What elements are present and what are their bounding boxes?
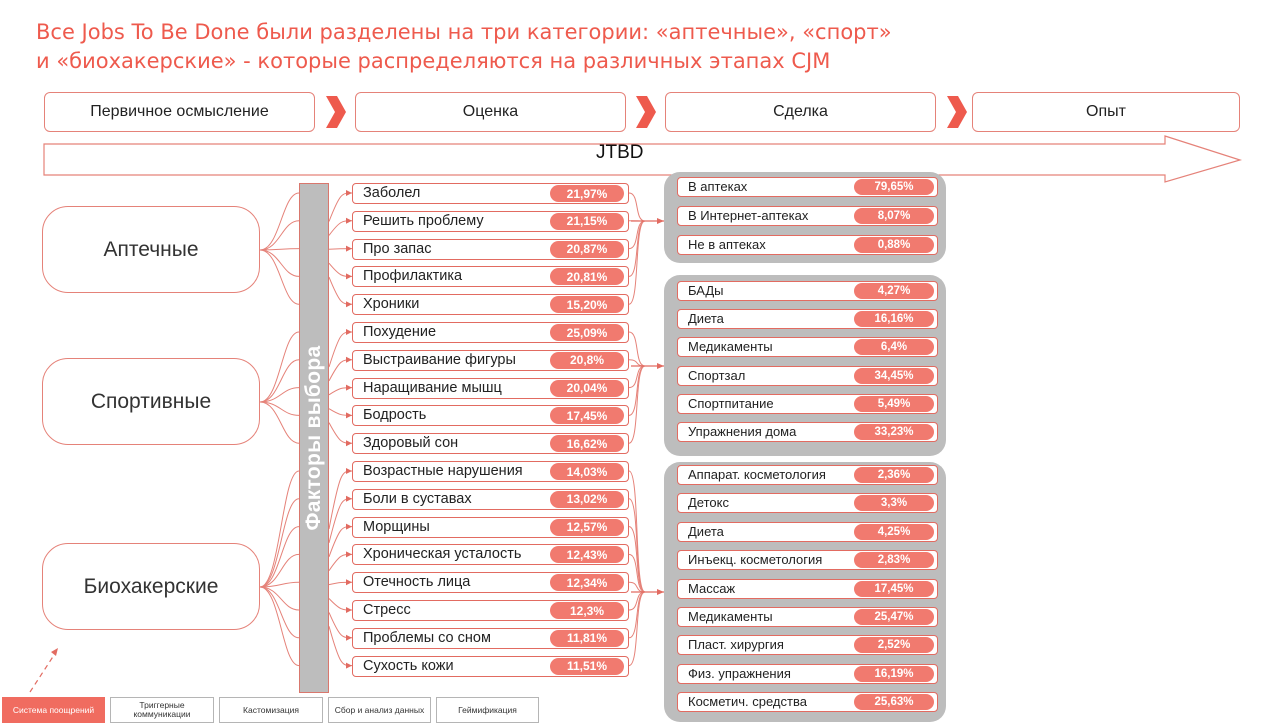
channel-label: Физ. упражнения <box>688 665 791 681</box>
tab-label: Сбор и анализ данных <box>334 704 425 715</box>
channel-label: Диета <box>688 523 724 539</box>
channel-label: Диета <box>688 311 724 327</box>
tab-rewards-system[interactable] <box>2 697 105 723</box>
channel-item <box>677 281 938 301</box>
channel-item <box>677 206 938 226</box>
channel-value-badge: 33,23% <box>854 424 934 440</box>
factor-label: Бодрость <box>363 407 427 424</box>
category-sport <box>42 358 260 445</box>
channel-value-badge: 16,19% <box>854 666 934 682</box>
category-connector <box>260 193 299 250</box>
factor-label: Хроники <box>363 296 420 313</box>
tab-label: Система поощрений <box>12 704 95 715</box>
factor-item <box>352 544 629 565</box>
channel-item <box>677 394 938 414</box>
channel-value-badge: 79,65% <box>854 179 934 195</box>
factor-value-badge: 11,81% <box>550 630 624 647</box>
channel-label: Инъекц. косметология <box>688 552 823 568</box>
tab-customization[interactable] <box>219 697 323 723</box>
channel-label: В аптеках <box>688 179 748 194</box>
factor-item <box>352 600 629 621</box>
stage-label: Сделка <box>773 103 828 120</box>
channel-value-badge: 17,45% <box>854 581 934 597</box>
factor-item <box>352 572 629 593</box>
channel-label: Медикаменты <box>688 339 773 355</box>
channel-value-badge: 16,16% <box>854 311 934 327</box>
factor-item <box>352 461 629 482</box>
channel-label: Медикаменты <box>688 609 773 624</box>
channel-item <box>677 664 938 684</box>
factor-connector <box>329 626 352 665</box>
factor-connector <box>329 554 352 570</box>
channel-connector <box>629 193 645 221</box>
category-pharmacy <box>42 206 260 293</box>
tab-label: Триггерные коммуникации <box>133 700 191 719</box>
channel-label: Спортпитание <box>688 395 774 411</box>
factor-label: Про запас <box>363 240 432 257</box>
channel-label: Пласт. хирургия <box>688 637 784 653</box>
factor-label: Здоровый сон <box>363 435 459 452</box>
factor-value-badge: 20,04% <box>550 380 624 397</box>
channel-item <box>677 465 938 485</box>
factor-value-badge: 15,20% <box>550 296 624 313</box>
channel-connector <box>629 592 645 666</box>
factor-value-badge: 12,3% <box>550 602 624 619</box>
factor-label: Выстраивание фигуры <box>363 351 516 368</box>
factor-connector <box>329 332 352 367</box>
category-label: Аптечные <box>103 237 199 261</box>
channel-item <box>677 635 938 655</box>
category-label: Спортивные <box>90 389 212 413</box>
channel-value-badge: 4,27% <box>854 283 934 299</box>
factor-value-badge: 12,57% <box>550 519 624 536</box>
factor-label: Похудение <box>363 324 437 340</box>
channel-value-badge: 2,83% <box>854 552 934 568</box>
channel-value-badge: 25,63% <box>854 694 934 710</box>
tab-label: Геймификация <box>458 704 517 715</box>
factor-connector <box>329 499 352 543</box>
factor-label: Профилактика <box>363 268 463 285</box>
factor-connector <box>329 360 352 381</box>
factor-item <box>352 378 629 399</box>
title-line-2: и «биохакерские» - которые распределяются на различных этапах CJM <box>36 49 831 73</box>
factor-item <box>352 322 629 343</box>
channel-label: Аппарат. косметология <box>688 467 826 482</box>
tab-gamification[interactable] <box>436 697 539 723</box>
stage-label: Оценка <box>462 103 519 120</box>
category-connector <box>260 587 299 638</box>
factor-item <box>352 211 629 232</box>
title-line-1: Все Jobs To Be Done были разделены на три категории: «аптечные», «спорт» <box>36 20 892 44</box>
stage-label: Первичное осмысление <box>90 103 269 120</box>
channel-item <box>677 493 938 513</box>
factor-value-badge: 20,81% <box>550 268 624 285</box>
tab-label: Кастомизация <box>243 704 299 715</box>
factor-connector <box>329 612 352 637</box>
category-connector <box>260 332 299 402</box>
channel-item <box>677 550 938 570</box>
pointer-arrow-icon <box>51 648 58 656</box>
factor-label: Сухость кожи <box>363 657 454 674</box>
channel-item <box>677 235 938 255</box>
factor-label: Решить проблему <box>363 212 484 229</box>
factor-item <box>352 294 629 315</box>
dashed-pointer <box>30 652 56 692</box>
factor-value-badge: 25,09% <box>550 324 624 341</box>
channel-label: Детокс <box>688 495 729 511</box>
factor-item <box>352 239 629 260</box>
category-connector <box>260 587 299 610</box>
channel-label: Спортзал <box>688 367 746 383</box>
channel-item <box>677 607 938 627</box>
factor-connector <box>329 221 352 236</box>
channel-item <box>677 579 938 599</box>
factor-value-badge: 21,97% <box>550 185 624 202</box>
channel-connector <box>629 499 645 592</box>
factor-value-badge: 13,02% <box>550 491 624 508</box>
channel-value-badge: 4,25% <box>854 524 934 540</box>
factor-value-badge: 14,03% <box>550 463 624 480</box>
channel-connector <box>629 592 645 610</box>
factor-item <box>352 405 629 426</box>
jtbd-label: JTBD <box>596 142 644 163</box>
factor-value-badge: 16,62% <box>550 435 624 452</box>
tab-data-collection[interactable] <box>328 697 431 723</box>
category-connector <box>260 587 299 666</box>
factor-label: Возрастные нарушения <box>363 463 523 479</box>
factor-label: Наращивание мышц <box>363 379 502 396</box>
channel-value-badge: 8,07% <box>854 208 934 224</box>
channel-connector <box>629 366 645 388</box>
factor-item <box>352 489 629 510</box>
channel-item <box>677 337 938 357</box>
factor-item <box>352 628 629 649</box>
factor-connector <box>329 423 352 444</box>
factor-item <box>352 656 629 677</box>
category-connector <box>260 250 299 304</box>
factor-value-badge: 17,45% <box>550 407 624 424</box>
channel-item <box>677 309 938 329</box>
factor-value-badge: 20,8% <box>550 352 624 369</box>
category-connector <box>260 250 299 276</box>
factor-connector <box>329 193 352 222</box>
category-connector <box>260 499 299 587</box>
channel-item <box>677 692 938 712</box>
stage-label: Опыт <box>1086 103 1126 120</box>
factor-item <box>352 433 629 454</box>
factor-value-badge: 21,15% <box>550 213 624 230</box>
channel-value-badge: 2,36% <box>854 467 934 483</box>
channel-connector <box>629 332 645 366</box>
channel-label: В Интернет-аптеках <box>688 208 809 223</box>
channel-label: Косметич. средства <box>688 694 807 710</box>
channel-value-badge: 5,49% <box>854 396 934 412</box>
factor-label: Морщины <box>363 518 430 535</box>
factor-label: Боли в суставах <box>363 490 472 507</box>
channel-item <box>677 177 938 197</box>
channel-item <box>677 422 938 442</box>
factor-item <box>352 266 629 287</box>
channel-value-badge: 34,45% <box>854 368 934 384</box>
category-connector <box>260 402 299 415</box>
channel-label: Массаж <box>688 580 736 596</box>
factors-label: Факторы выбора <box>302 345 325 531</box>
channel-item <box>677 366 938 386</box>
category-biohack <box>42 543 260 630</box>
factor-connector <box>329 277 352 304</box>
factor-label: Стресс <box>363 602 411 618</box>
channel-label: БАДы <box>688 283 724 298</box>
factor-item <box>352 350 629 371</box>
channel-value-badge: 0,88% <box>854 237 934 253</box>
factor-label: Заболел <box>363 185 421 201</box>
channel-value-badge: 6,4% <box>854 339 934 355</box>
channel-label: Упражнения дома <box>688 424 797 439</box>
factor-label: Хроническая усталость <box>363 546 522 563</box>
factor-connector <box>329 263 352 276</box>
category-label: Биохакерские <box>83 574 219 598</box>
factor-value-badge: 12,34% <box>550 574 624 591</box>
factor-value-badge: 20,87% <box>550 241 624 258</box>
factor-label: Проблемы со сном <box>363 629 491 646</box>
tab-trigger-communications[interactable] <box>110 697 214 723</box>
channel-item <box>677 522 938 542</box>
channel-value-badge: 25,47% <box>854 609 934 625</box>
factor-item <box>352 183 629 204</box>
channel-label: Не в аптеках <box>688 237 766 252</box>
channel-value-badge: 3,3% <box>854 495 934 511</box>
factor-value-badge: 11,51% <box>550 658 624 675</box>
factor-label: Отечность лица <box>363 574 471 591</box>
channel-value-badge: 2,52% <box>854 637 934 653</box>
factor-item <box>352 517 629 538</box>
factor-value-badge: 12,43% <box>550 546 624 563</box>
